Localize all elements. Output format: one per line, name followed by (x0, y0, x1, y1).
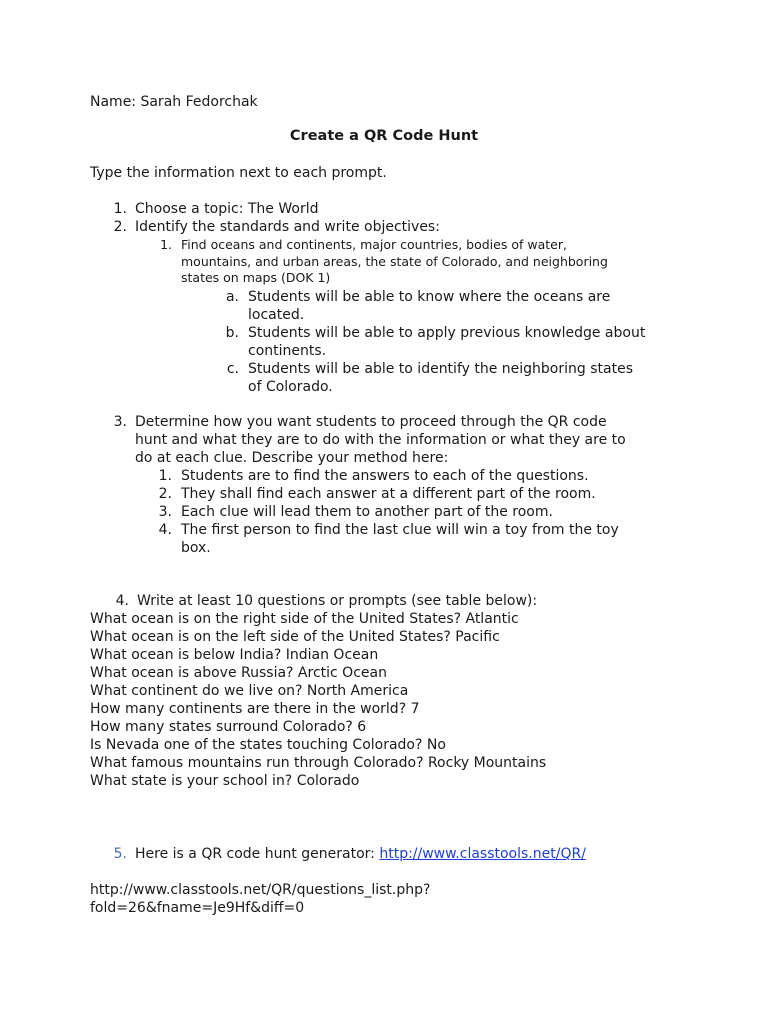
item-1-marker: 1. (113, 201, 127, 217)
question-line: What state is your school in? Colorado (90, 773, 360, 789)
url-line: fold=26&fname=Je9Hf&diff=0 (90, 900, 305, 916)
method-step-marker: 4. (158, 522, 172, 538)
objective-marker: b. (225, 325, 239, 341)
method-step-line: Each clue will lead them to another part of the room. (181, 504, 553, 520)
method-step-line: box. (181, 540, 211, 556)
url-line: http://www.classtools.net/QR/questions_list.php? (90, 882, 431, 898)
objective-marker: c. (226, 361, 239, 377)
item-2-text: Identify the standards and write objectives: (135, 219, 440, 235)
objective-line: continents. (248, 343, 327, 359)
standard-line: mountains, and urban areas, the state of Colorado, and neighboring (181, 254, 608, 269)
objective-line: located. (248, 307, 305, 323)
question-line: How many continents are there in the world? 7 (90, 701, 420, 717)
method-step-marker: 3. (158, 504, 172, 520)
item-1-text: Choose a topic: The World (135, 201, 319, 217)
item-3-marker: 3. (113, 414, 127, 430)
item-2-marker: 2. (113, 219, 127, 235)
objective-line: Students will be able to identify the neighboring states (248, 361, 633, 377)
question-line: What famous mountains run through Colorado? Rocky Mountains (90, 755, 547, 771)
classtools-link[interactable]: http://www.classtools.net/QR/ (379, 846, 586, 862)
item-3-line: do at each clue. Describe your method here: (135, 450, 449, 466)
name-line: Name: Sarah Fedorchak (90, 94, 258, 110)
item-5-text: Here is a QR code hunt generator: (135, 846, 380, 862)
standard-line: Find oceans and continents, major countries, bodies of water, (181, 237, 567, 252)
method-step-marker: 2. (158, 486, 172, 502)
standard-1-marker: 1. (160, 237, 172, 252)
method-step-marker: 1. (158, 468, 172, 484)
instruction-text: Type the information next to each prompt. (90, 165, 387, 181)
question-line: How many states surround Colorado? 6 (90, 719, 367, 735)
item-3-line: Determine how you want students to proceed through the QR code (135, 414, 607, 430)
question-line: What ocean is above Russia? Arctic Ocean (90, 665, 387, 681)
method-step-line: Students are to find the answers to each of the questions. (181, 468, 589, 484)
item-4-text: Write at least 10 questions or prompts (see table below): (137, 593, 538, 609)
item-5-line (135, 845, 586, 863)
objective-line: Students will be able to know where the oceans are (248, 289, 611, 305)
objective-line: of Colorado. (248, 379, 333, 395)
standard-line: states on maps (DOK 1) (181, 270, 331, 285)
item-4-marker: 4. (115, 593, 129, 609)
item-3-line: hunt and what they are to do with the information or what they are to (135, 432, 626, 448)
method-step-line: They shall find each answer at a different part of the room. (181, 486, 596, 502)
objective-marker: a. (225, 289, 239, 305)
page-title: Create a QR Code Hunt (289, 128, 479, 144)
question-line: What continent do we live on? North America (90, 683, 409, 699)
question-line: What ocean is on the left side of the United States? Pacific (90, 629, 500, 645)
method-step-line: The first person to find the last clue will win a toy from the toy (181, 522, 619, 538)
question-line: What ocean is on the right side of the United States? Atlantic (90, 611, 519, 627)
objective-line: Students will be able to apply previous knowledge about (248, 325, 646, 341)
question-line: Is Nevada one of the states touching Colorado? No (90, 737, 446, 753)
question-line: What ocean is below India? Indian Ocean (90, 647, 379, 663)
item-5-marker: 5. (113, 846, 127, 862)
